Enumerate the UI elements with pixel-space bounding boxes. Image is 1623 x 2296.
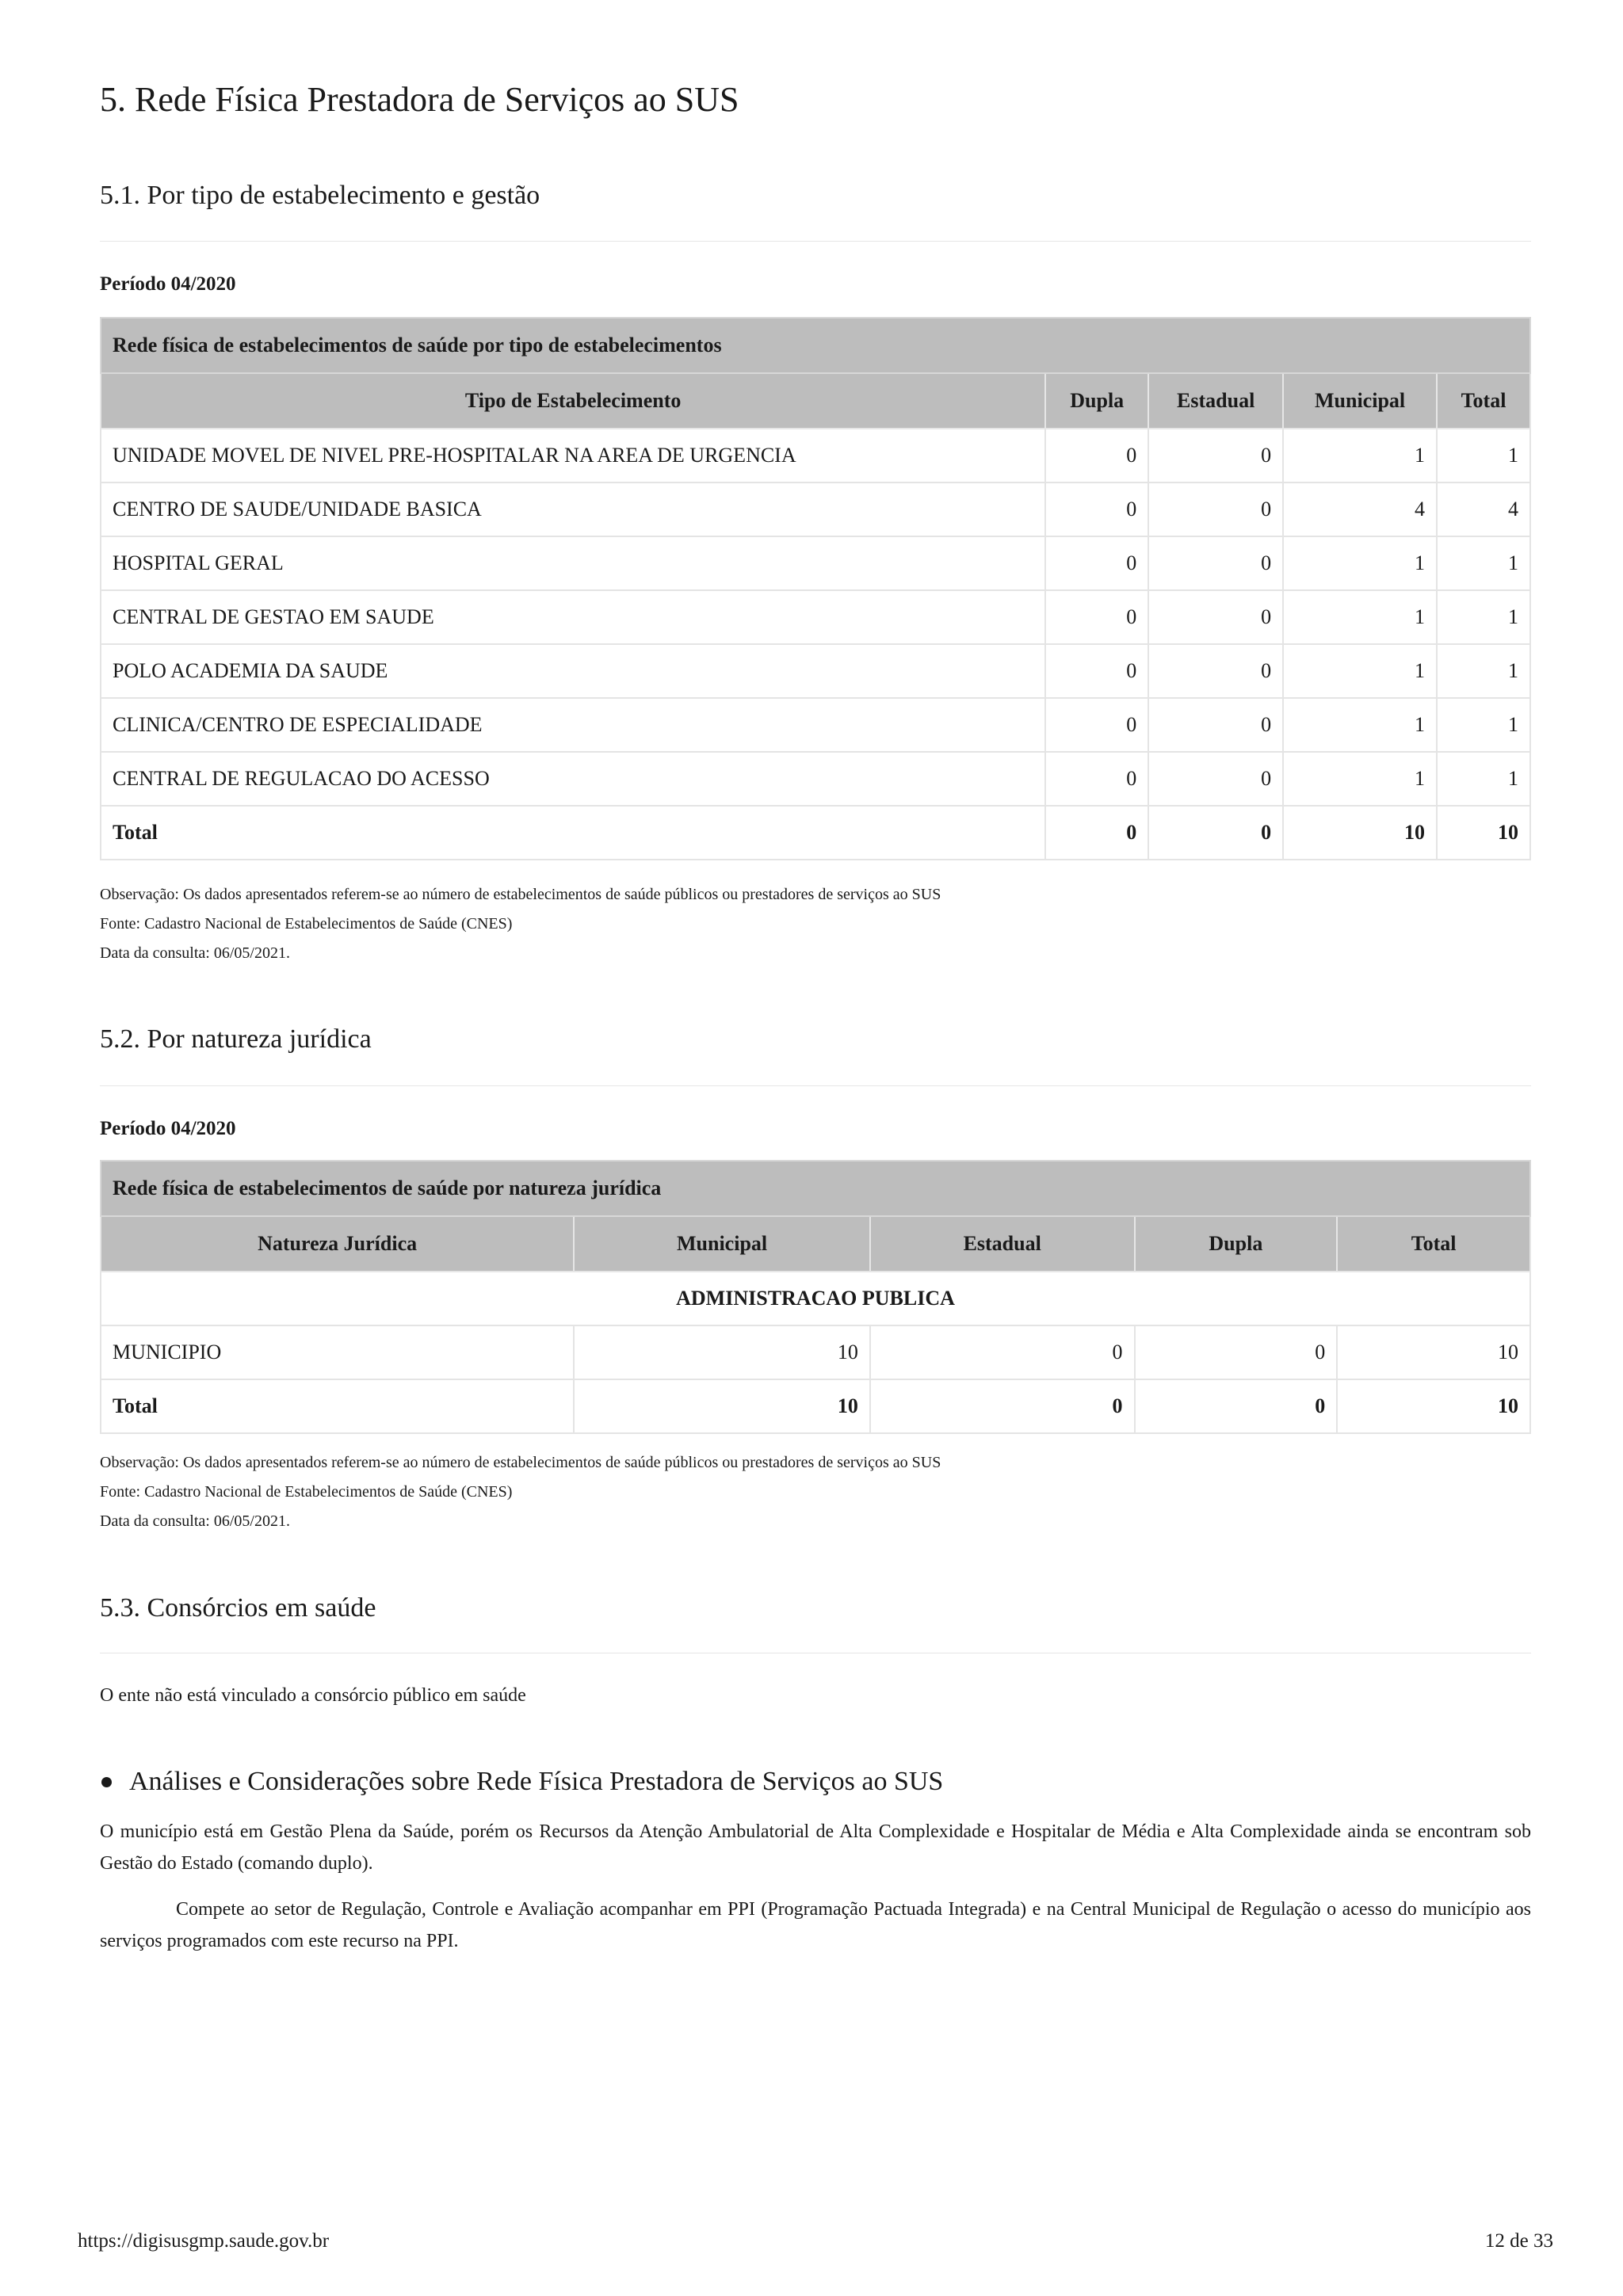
source-note: Fonte: Cadastro Nacional de Estabelecimentos de Saúde (CNES) [100, 915, 513, 933]
divider [100, 241, 1531, 242]
cell-dupla: 0 [1045, 806, 1148, 860]
cell-dupla: 0 [1045, 429, 1148, 482]
cell-estadual: 0 [870, 1379, 1135, 1433]
observation-note: Observação: Os dados apresentados referem-se ao número de estabelecimentos de saúde públicos ou prestadores de serviços ao SUS [100, 886, 941, 903]
column-header: Estadual [1148, 373, 1283, 429]
bullet-icon [101, 1777, 112, 1787]
cell-tipo: CLINICA/CENTRO DE ESPECIALIDADE [101, 698, 1045, 752]
cell-total: 1 [1437, 644, 1530, 698]
cell-total: 10 [1437, 806, 1530, 860]
cell-municipal: 1 [1283, 536, 1437, 590]
table-row [101, 590, 1530, 644]
cell-municipal: 1 [1283, 644, 1437, 698]
cell-municipal: 1 [1283, 590, 1437, 644]
column-header: Tipo de Estabelecimento [101, 373, 1045, 429]
cell-total: 1 [1437, 752, 1530, 806]
analysis-heading [100, 1767, 943, 1797]
table-row [101, 1325, 1530, 1379]
cell-municipal: 10 [574, 1325, 870, 1379]
footer-page-number: 12 de 33 [1484, 2230, 1553, 2252]
table-caption: Rede física de estabelecimentos de saúde por tipo de estabelecimentos [101, 318, 1530, 373]
footer-url[interactable]: https://digisusgmp.saude.gov.br [78, 2230, 330, 2252]
cell-municipal: 1 [1283, 752, 1437, 806]
table-row [101, 536, 1530, 590]
table-natureza-juridica [100, 1160, 1531, 1434]
cell-municipal: 1 [1283, 698, 1437, 752]
column-header: Natureza Jurídica [101, 1216, 574, 1272]
column-header: Dupla [1135, 1216, 1338, 1272]
cell-estadual: 0 [870, 1325, 1135, 1379]
cell-tipo: CENTRO DE SAUDE/UNIDADE BASICA [101, 482, 1045, 536]
cell-dupla: 0 [1045, 698, 1148, 752]
cell-tipo: HOSPITAL GERAL [101, 536, 1045, 590]
page-title: 5. Rede Física Prestadora de Serviços ao SUS [100, 80, 739, 119]
cell-dupla: 0 [1135, 1325, 1338, 1379]
cell-natureza: MUNICIPIO [101, 1325, 574, 1379]
column-header: Total [1437, 373, 1530, 429]
analysis-paragraph-1: O município está em Gestão Plena da Saúde, porém os Recursos da Atenção Ambulatorial de Alta Complexidade e Hospitalar de Média e Alta Complexidade ainda se encontram sob Gestão do Estado (comando duplo). [100, 1821, 1531, 1874]
cell-total: 1 [1437, 698, 1530, 752]
cell-tipo: CENTRAL DE REGULACAO DO ACESSO [101, 752, 1045, 806]
column-header: Municipal [574, 1216, 870, 1272]
column-header: Total [1337, 1216, 1530, 1272]
cell-total-label: Total [101, 806, 1045, 860]
cell-municipal: 10 [574, 1379, 870, 1433]
query-date-note: Data da consulta: 06/05/2021. [100, 1512, 290, 1530]
cell-estadual: 0 [1148, 752, 1283, 806]
cell-estadual: 0 [1148, 644, 1283, 698]
section-5-2-title: 5.2. Por natureza jurídica [100, 1024, 372, 1054]
column-header: Estadual [870, 1216, 1135, 1272]
cell-dupla: 0 [1135, 1379, 1338, 1433]
cell-dupla: 0 [1045, 590, 1148, 644]
total-row [101, 1379, 1530, 1433]
cell-estadual: 0 [1148, 698, 1283, 752]
query-date-note: Data da consulta: 06/05/2021. [100, 944, 290, 962]
observation-note: Observação: Os dados apresentados referem-se ao número de estabelecimentos de saúde públicos ou prestadores de serviços ao SUS [100, 1454, 941, 1471]
cell-total: 1 [1437, 429, 1530, 482]
column-header: Dupla [1045, 373, 1148, 429]
cell-municipal: 1 [1283, 429, 1437, 482]
cell-total: 10 [1337, 1379, 1530, 1433]
cell-municipal: 10 [1283, 806, 1437, 860]
cell-total-label: Total [101, 1379, 574, 1433]
cell-estadual: 0 [1148, 536, 1283, 590]
cell-tipo: CENTRAL DE GESTAO EM SAUDE [101, 590, 1045, 644]
analysis-title: Análises e Considerações sobre Rede Física Prestadora de Serviços ao SUS [129, 1767, 944, 1796]
cell-total: 4 [1437, 482, 1530, 536]
table-row [101, 482, 1530, 536]
group-row: ADMINISTRACAO PUBLICA [101, 1272, 1530, 1325]
cell-total: 1 [1437, 590, 1530, 644]
cell-estadual: 0 [1148, 482, 1283, 536]
table-notes [100, 880, 941, 968]
cell-total: 10 [1337, 1325, 1530, 1379]
table-tipo-estabelecimento [100, 317, 1531, 860]
cell-dupla: 0 [1045, 482, 1148, 536]
table-row [101, 644, 1530, 698]
table-notes [100, 1448, 941, 1536]
section-5-1-title: 5.1. Por tipo de estabelecimento e gestão [100, 181, 540, 210]
table-caption: Rede física de estabelecimentos de saúde por natureza jurídica [101, 1161, 1530, 1216]
column-header: Municipal [1283, 373, 1437, 429]
section-5-3-title: 5.3. Consórcios em saúde [100, 1593, 376, 1623]
cell-estadual: 0 [1148, 429, 1283, 482]
table-row [101, 698, 1530, 752]
total-row [101, 806, 1530, 860]
periodo-label: Período 04/2020 [100, 1118, 236, 1139]
periodo-label: Período 04/2020 [100, 273, 236, 295]
cell-estadual: 0 [1148, 806, 1283, 860]
cell-dupla: 0 [1045, 536, 1148, 590]
cell-dupla: 0 [1045, 752, 1148, 806]
cell-municipal: 4 [1283, 482, 1437, 536]
cell-dupla: 0 [1045, 644, 1148, 698]
analysis-paragraph-2: Compete ao setor de Regulação, Controle e Avaliação acompanhar em PPI (Programação Pactuada Integrada) e na Central Municipal de Regulação o acesso do município aos serviços programados com este recurso na PPI. [100, 1899, 1531, 1951]
cell-tipo: UNIDADE MOVEL DE NIVEL PRE-HOSPITALAR NA AREA DE URGENCIA [101, 429, 1045, 482]
cell-tipo: POLO ACADEMIA DA SAUDE [101, 644, 1045, 698]
divider [100, 1085, 1531, 1086]
source-note: Fonte: Cadastro Nacional de Estabelecimentos de Saúde (CNES) [100, 1483, 513, 1501]
table-row [101, 752, 1530, 806]
consorcio-text: O ente não está vinculado a consórcio público em saúde [100, 1685, 526, 1706]
table-row [101, 429, 1530, 482]
cell-total: 1 [1437, 536, 1530, 590]
cell-estadual: 0 [1148, 590, 1283, 644]
